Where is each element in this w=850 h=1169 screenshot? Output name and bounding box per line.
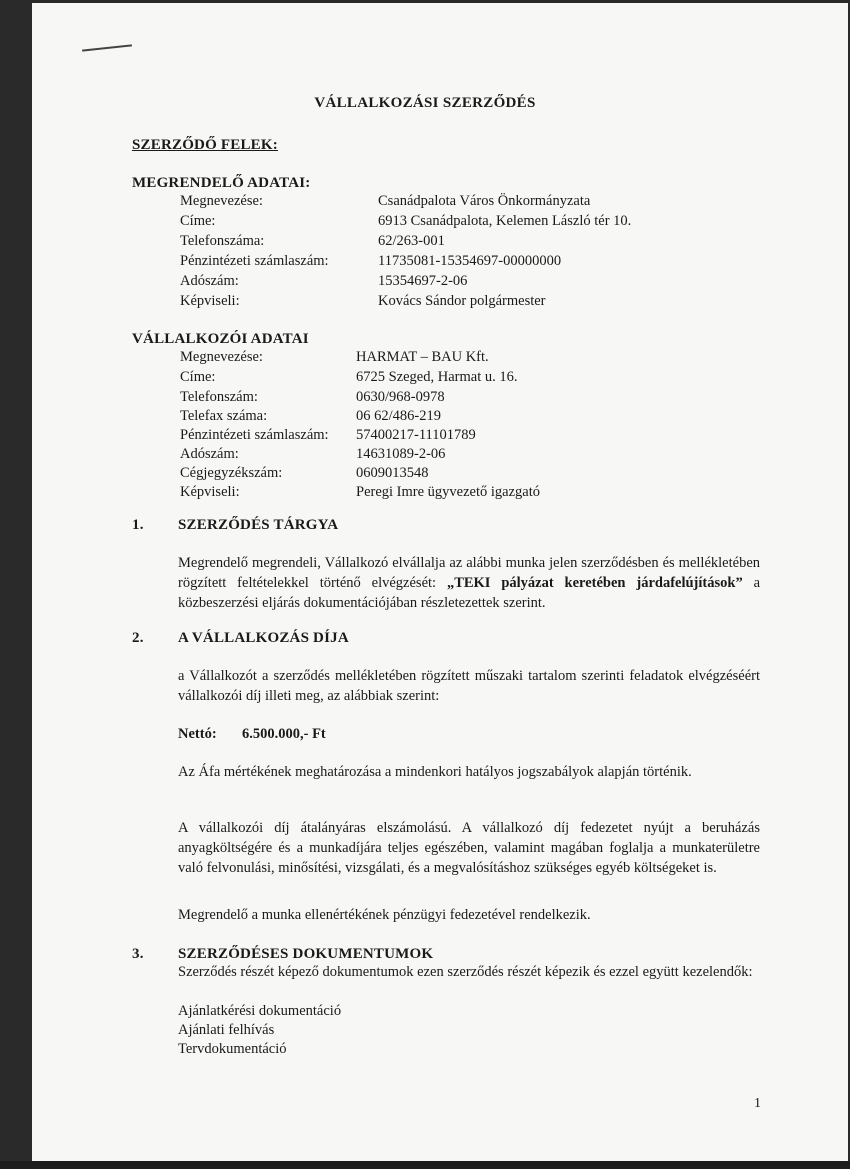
section-paragraph: a Vállalkozót a szerződés mellékletében rögzített műszaki tartalom szerinti feladatok elvégzéséért vállalkozói díj illeti meg, az alábbiak szerint: xyxy=(178,668,760,704)
client-value: Kovács Sándor polgármester xyxy=(378,293,546,309)
client-value: 6913 Csanádpalota, Kelemen László tér 10. xyxy=(378,213,632,229)
contractor-label: Címe: xyxy=(180,369,216,385)
parties-heading: SZERZŐDŐ FELEK: xyxy=(132,137,278,153)
section-number: 1. xyxy=(132,517,144,533)
contractor-label: Telefonszám: xyxy=(180,389,258,405)
contractor-value: 14631089-2-06 xyxy=(356,446,446,462)
contractor-value: 57400217-11101789 xyxy=(356,427,476,443)
client-label: Adószám: xyxy=(180,273,239,289)
client-value: 11735081-15354697-00000000 xyxy=(378,253,562,269)
section-paragraph: Szerződés részét képező dokumentumok ezen szerződés részét képezik és ezzel együtt kezelendők: xyxy=(178,964,753,980)
net-amount: 6.500.000,- Ft xyxy=(242,726,326,742)
contractor-heading: VÁLLALKOZÓI ADATAI xyxy=(132,331,309,347)
net-label: Nettó: xyxy=(178,726,217,742)
section-heading: SZERZŐDÉS TÁRGYA xyxy=(178,517,339,533)
contractor-label: Cégjegyzékszám: xyxy=(180,465,283,481)
paragraph-text: a közbeszerzési eljárás dokumentációjában részletezettek szerint. xyxy=(178,575,761,611)
client-label: Pénzintézeti számlaszám: xyxy=(180,253,329,269)
section-paragraph: A vállalkozói díj átalányáras elszámolású. A vállalkozó díj fedezetet nyújt a beruházás anyagköltségére és a munkadíjára teljes egészében, valamint magában foglalja a munkaterületre való felvonulási, minősítési, vizsgálati, és a megvalósításhoz szükséges egyéb költségeket is. xyxy=(178,820,760,876)
list-item: Ajánlatkérési dokumentáció xyxy=(178,1003,342,1019)
project-name: „TEKI pályázat keretében járdafelújítások” xyxy=(446,575,743,591)
section-paragraph: Az Áfa mértékének meghatározása a mindenkori hatályos jogszabályok alapján történik. xyxy=(178,764,692,780)
page-number: 1 xyxy=(754,1096,761,1111)
contractor-value: 0609013548 xyxy=(356,465,429,481)
contractor-label: Adószám: xyxy=(180,446,239,462)
section-heading: SZERZŐDÉSES DOKUMENTUMOK xyxy=(178,946,434,962)
contractor-label: Megnevezése: xyxy=(180,349,263,365)
contractor-value: 0630/968-0978 xyxy=(356,389,445,405)
contractor-label: Pénzintézeti számlaszám: xyxy=(180,427,329,443)
list-item: Tervdokumentáció xyxy=(178,1041,287,1057)
section-heading: A VÁLLALKOZÁS DÍJA xyxy=(178,630,349,646)
client-label: Megnevezése: xyxy=(180,193,263,209)
paragraph-text: Megrendelő megrendeli, Vállalkozó elvállalja az alábbi munka jelen szerződésben és mellékletében rögzített feltételekkel történő elvégzését: xyxy=(178,555,760,591)
contractor-label: Telefax száma: xyxy=(180,408,268,424)
section-paragraph xyxy=(178,553,760,613)
document-title: VÁLLALKOZÁSI SZERZŐDÉS xyxy=(314,95,536,111)
section-number: 2. xyxy=(132,630,144,646)
client-value: Csanádpalota Város Önkormányzata xyxy=(378,193,591,209)
contractor-value: 06 62/486-219 xyxy=(356,408,441,424)
client-value: 62/263-001 xyxy=(378,233,445,249)
contractor-value: HARMAT – BAU Kft. xyxy=(356,349,489,365)
client-label: Képviseli: xyxy=(180,293,240,309)
client-label: Címe: xyxy=(180,213,216,229)
client-label: Telefonszáma: xyxy=(180,233,265,249)
client-heading: MEGRENDELŐ ADATAI: xyxy=(132,175,311,191)
contractor-value: Peregi Imre ügyvezető igazgató xyxy=(356,484,540,500)
client-value: 15354697-2-06 xyxy=(378,273,468,289)
scan-border xyxy=(0,1161,850,1169)
section-number: 3. xyxy=(132,946,144,962)
list-item: Ajánlati felhívás xyxy=(178,1022,275,1038)
contractor-label: Képviseli: xyxy=(180,484,240,500)
contractor-value: 6725 Szeged, Harmat u. 16. xyxy=(356,369,518,385)
section-paragraph: Megrendelő a munka ellenértékének pénzügyi fedezetével rendelkezik. xyxy=(178,907,591,923)
